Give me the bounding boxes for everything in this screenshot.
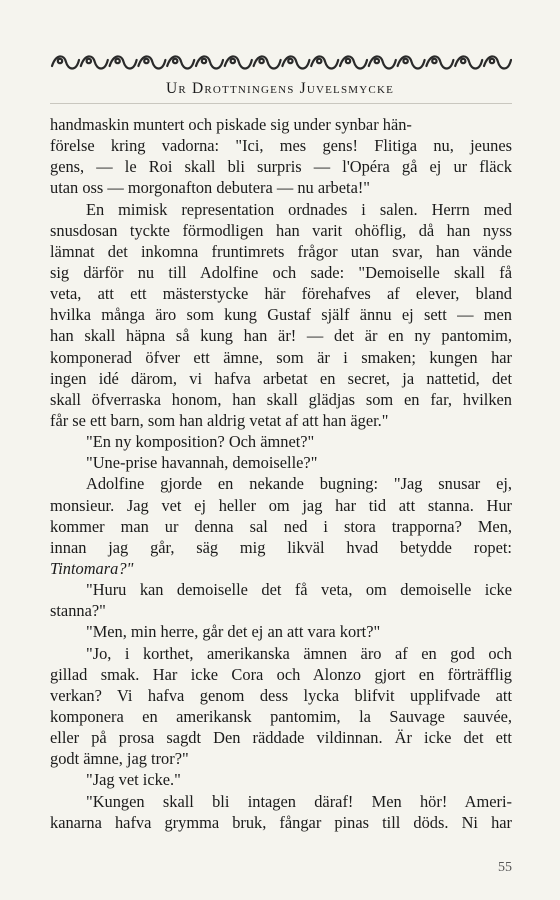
text-line: "Kungen skall bli intagen däraf! Men hör! Ameri-: [86, 791, 512, 811]
text-line: Tintomara?": [50, 558, 134, 578]
text-line: godt ämne, jag tror?": [50, 749, 189, 769]
ornament-curl: [432, 59, 436, 63]
running-title: Ur Drottningens Juvelsmycke: [165, 80, 395, 97]
text-line: verkan? Vi hafva genom dess lycka blifvit upplifvade att: [50, 685, 512, 705]
ornament-scroll: [52, 56, 79, 68]
ornament-scroll: [426, 56, 453, 68]
text-line: "Jo, i korthet, amerikanska ämnen äro af en god och: [86, 643, 512, 663]
ornament-curl: [115, 59, 119, 63]
text-line: eller på prosa sagdt Den räddade vildinnan. Är icke det ett: [50, 728, 512, 748]
text-line: "En ny komposition? Och ämnet?": [86, 432, 315, 452]
ornament-scroll: [484, 56, 511, 68]
text-line: han skall häpna så kung han är! — det är en ny pantomim,: [50, 326, 512, 346]
ornament-scroll: [455, 56, 482, 68]
text-line: förelse kring vadorna: "Ici, mes gens! Flitiga nu, jeunes: [50, 136, 512, 156]
ornament-scroll: [81, 56, 108, 68]
text-line: skall öfverraska honom, han skall glädjas som en far, hvilken: [50, 389, 512, 409]
ornament-scroll: [254, 56, 281, 68]
text-line: monsieur. Jag vet ej heller om jag har tid att stanna. Hur: [50, 495, 512, 515]
ornament-curl: [403, 59, 407, 63]
text-line: får se ett barn, som han aldrig vetat af att han äger.": [50, 410, 389, 430]
ornament-curl: [461, 59, 465, 63]
ornament-curl: [259, 59, 263, 63]
decorative-header-ornament: [50, 52, 512, 74]
ornament-curl: [288, 59, 292, 63]
text-line: "Men, min herre, går det ej an att vara kort?": [86, 622, 381, 642]
page-number: 55: [498, 860, 512, 875]
text-line: sig därför nu till Adolfine och sade: "Demoiselle skall få: [50, 262, 512, 282]
text-line: gillad smak. Har icke Cora och Alonzo gjort en förträfflig: [50, 664, 512, 684]
ornament-scroll: [311, 56, 338, 68]
text-line: veta, att ett mästerstycke här förehafves af elever, bland: [50, 284, 512, 304]
ornament-curl: [202, 59, 206, 63]
ornament-curl: [490, 59, 494, 63]
text-line: utan oss — morgonafton debutera — nu arbeta!": [50, 178, 371, 198]
ornament-scroll: [225, 56, 252, 68]
ornament-curl: [231, 59, 235, 63]
ornament-curl: [317, 59, 321, 63]
body-text: [50, 114, 512, 833]
ornament-curl: [173, 59, 177, 63]
text-line: snusdosan tyckte förmodligen han varit ohöflig, då han nyss: [50, 220, 512, 240]
ornament-curl: [346, 59, 350, 63]
text-line: kanarna hafva grymma bruk, fångar pinas till döds. Ni har: [50, 812, 512, 832]
text-line: gens, — le Roi skall bli surpris — l'Opéra gå ej ur fläck: [50, 157, 512, 177]
text-line: hvilka många äro som kung Gustaf själf ännu ej sett — men: [50, 305, 512, 325]
ornament-scroll: [282, 56, 309, 68]
text-line: lämnat det inkomna fruntimrets frågor utan svar, han vände: [50, 241, 512, 261]
text-line: innan jag går, säg mig likväl hvad betydde ropet:: [50, 537, 512, 557]
text-line: "Jag vet icke.": [86, 770, 181, 790]
text-line: ingen idé därom, vi hafva arbetat en secret, ja nattetid, det: [50, 368, 512, 388]
ornament-scroll: [398, 56, 425, 68]
text-line: "Huru kan demoiselle det få veta, om demoiselle icke: [86, 580, 512, 600]
ornament-scroll: [196, 56, 223, 68]
ornament-scroll: [340, 56, 367, 68]
ornament-scroll: [369, 56, 396, 68]
text-line: "Une-prise havannah, demoiselle?": [86, 453, 318, 473]
header-rule: [50, 103, 512, 104]
ornament-curl: [58, 59, 62, 63]
text-line: komponerad öfver ett ämne, som är i smaken; kungen har: [50, 347, 512, 367]
ornament-curl: [87, 59, 91, 63]
ornament-curl: [144, 59, 148, 63]
text-line: handmaskin muntert och piskade sig under synbar hän-: [50, 115, 412, 134]
text-line: kommer man ur denna sal ned i stora trapporna? Men,: [50, 516, 512, 536]
ornament-curl: [375, 59, 379, 63]
text-line: En mimisk representation ordnades i salen. Herrn med: [86, 199, 512, 219]
text-line: Adolfine gjorde en nekande bugning: "Jag snusar ej,: [86, 474, 512, 494]
ornament-scroll: [138, 56, 165, 68]
ornament-scroll: [167, 56, 194, 68]
text-line: komponera en amerikansk pantomim, la Sauvage sauvée,: [50, 706, 512, 726]
text-line: stanna?": [50, 601, 106, 621]
ornament-scroll: [110, 56, 137, 68]
